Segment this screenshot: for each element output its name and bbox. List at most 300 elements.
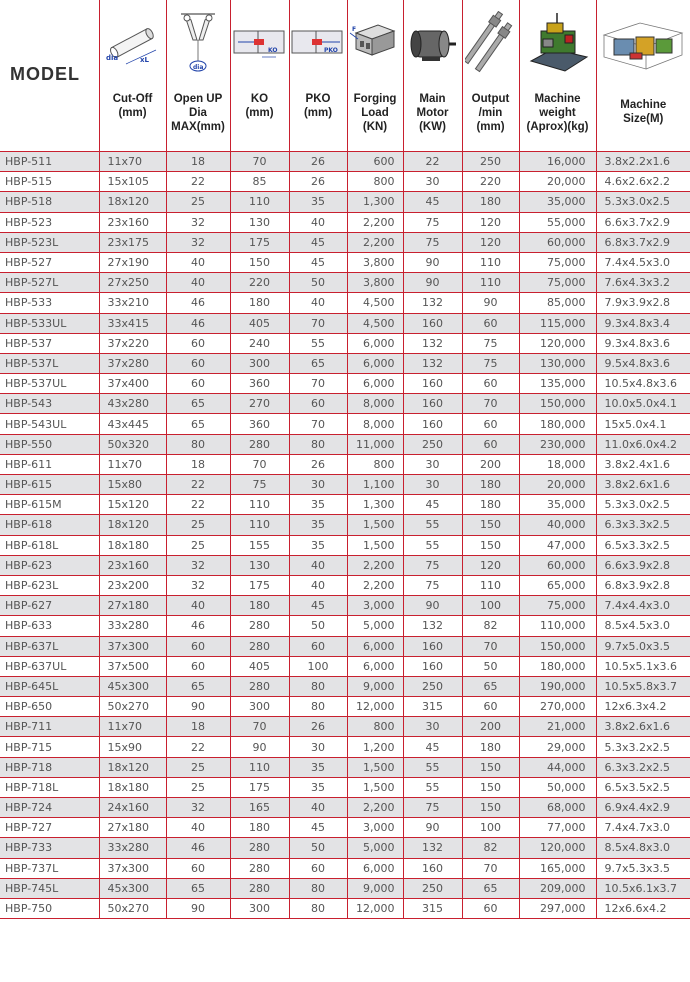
cutoff-cell: 50x270: [99, 898, 166, 918]
weight-cell: 165,000: [519, 858, 596, 878]
ko-cell: 180: [230, 293, 289, 313]
output-cell: 250: [462, 152, 519, 172]
pko-header: [289, 0, 347, 152]
ko-cell: 110: [230, 495, 289, 515]
weight-cell: 65,000: [519, 575, 596, 595]
model-cell: HBP-733: [0, 838, 99, 858]
table-row: [0, 697, 690, 717]
motor-cell: 75: [403, 575, 462, 595]
pko-cell: 45: [289, 818, 347, 838]
motor-cell: 30: [403, 717, 462, 737]
open-dia-cell: 18: [166, 717, 230, 737]
open-dia-cell: 46: [166, 838, 230, 858]
motor-cell: 160: [403, 414, 462, 434]
model-cell: HBP-737L: [0, 858, 99, 878]
pko-cell: 50: [289, 273, 347, 293]
forging-load-cell: 12,000: [347, 697, 403, 717]
pko-cell: 40: [289, 555, 347, 575]
pko-cell: 70: [289, 313, 347, 333]
forging-load-cell: 3,000: [347, 596, 403, 616]
open-dia-cell: 18: [166, 454, 230, 474]
ko-header: [230, 0, 289, 152]
model-cell: HBP-715: [0, 737, 99, 757]
ko-cell: 270: [230, 394, 289, 414]
ko-cell: 150: [230, 252, 289, 272]
table-row: [0, 172, 690, 192]
open-up-label-3: MAX(mm): [171, 121, 225, 133]
open-dia-cell: 46: [166, 616, 230, 636]
model-cell: HBP-727: [0, 818, 99, 838]
ko-cell: 280: [230, 838, 289, 858]
output-cell: 60: [462, 414, 519, 434]
spec-table-body: [0, 152, 690, 919]
forging-load-cell: 6,000: [347, 374, 403, 394]
output-cell: 150: [462, 515, 519, 535]
weight-cell: 75,000: [519, 273, 596, 293]
table-row: [0, 636, 690, 656]
cutoff-cell: 15x80: [99, 475, 166, 495]
model-cell: HBP-615: [0, 475, 99, 495]
table-row: [0, 818, 690, 838]
output-cell: 120: [462, 555, 519, 575]
size-cell: 9.3x4.8x3.6: [596, 333, 690, 353]
output-cell: 200: [462, 717, 519, 737]
open-dia-cell: 65: [166, 394, 230, 414]
size-cell: 12x6.6x4.2: [596, 898, 690, 918]
size-cell: 6.3x3.2x2.5: [596, 757, 690, 777]
forging-label-3: (KN): [362, 121, 388, 133]
weight-cell: 120,000: [519, 333, 596, 353]
output-cell: 82: [462, 838, 519, 858]
size-cell: 6.8x3.7x2.9: [596, 232, 690, 252]
table-row: [0, 575, 690, 595]
motor-cell: 160: [403, 656, 462, 676]
open-dia-cell: 25: [166, 192, 230, 212]
cutoff-cell: 15x90: [99, 737, 166, 757]
size-cell: 7.4x4.7x3.0: [596, 818, 690, 838]
weight-label-1: Machine: [534, 93, 581, 105]
table-row: [0, 676, 690, 696]
open-dia-cell: 60: [166, 636, 230, 656]
forging-load-cell: 1,300: [347, 495, 403, 515]
table-row: [0, 495, 690, 515]
weight-cell: 47,000: [519, 535, 596, 555]
cutoff-cell: 23x160: [99, 212, 166, 232]
model-cell: HBP-523: [0, 212, 99, 232]
size-cell: 3.8x2.2x1.6: [596, 152, 690, 172]
model-cell: HBP-750: [0, 898, 99, 918]
open-dia-cell: 22: [166, 475, 230, 495]
size-cell: 6.9x4.4x2.9: [596, 798, 690, 818]
forging-load-cell: 6,000: [347, 656, 403, 676]
table-row: [0, 777, 690, 797]
weight-cell: 110,000: [519, 616, 596, 636]
machine-weight-header: [519, 0, 596, 152]
size-cell: 10.5x5.8x3.7: [596, 676, 690, 696]
output-cell: 180: [462, 495, 519, 515]
forging-load-cell: 2,200: [347, 232, 403, 252]
ko-cell: 85: [230, 172, 289, 192]
forging-label-2: Load: [361, 107, 389, 119]
cutoff-cell: 27x190: [99, 252, 166, 272]
ko-label-2: (mm): [245, 107, 274, 119]
pko-cell: 50: [289, 616, 347, 636]
weight-cell: 85,000: [519, 293, 596, 313]
pko-icon: [290, 6, 347, 80]
motor-label-3: (KW): [419, 121, 446, 133]
model-cell: HBP-627: [0, 596, 99, 616]
motor-cell: 160: [403, 394, 462, 414]
cutoff-cell: 43x445: [99, 414, 166, 434]
output-cell: 60: [462, 313, 519, 333]
forging-load-cell: 1,500: [347, 777, 403, 797]
cutoff-cell: 11x70: [99, 717, 166, 737]
model-cell: HBP-633: [0, 616, 99, 636]
motor-cell: 90: [403, 252, 462, 272]
output-cell: 82: [462, 616, 519, 636]
model-cell: HBP-650: [0, 697, 99, 717]
table-row: [0, 313, 690, 333]
pko-cell: 80: [289, 898, 347, 918]
size-cell: 9.3x4.8x3.4: [596, 313, 690, 333]
forging-load-cell: 800: [347, 172, 403, 192]
model-cell: HBP-527: [0, 252, 99, 272]
machine-weight-icon: [520, 6, 596, 80]
cutoff-cell: 37x280: [99, 353, 166, 373]
forging-load-cell: 8,000: [347, 394, 403, 414]
table-row: [0, 898, 690, 918]
size-cell: 6.3x3.3x2.5: [596, 515, 690, 535]
weight-cell: 50,000: [519, 777, 596, 797]
cutoff-cell: 15x105: [99, 172, 166, 192]
forging-load-cell: 5,000: [347, 838, 403, 858]
motor-cell: 160: [403, 858, 462, 878]
cutoff-bar-icon: [100, 6, 166, 80]
cutoff-cell: 18x180: [99, 777, 166, 797]
open-dia-cell: 40: [166, 252, 230, 272]
forging-load-header: [347, 0, 403, 152]
cutoff-cell: 23x175: [99, 232, 166, 252]
output-cell: 60: [462, 697, 519, 717]
model-cell: HBP-724: [0, 798, 99, 818]
output-cell: 70: [462, 394, 519, 414]
pko-cell: 26: [289, 454, 347, 474]
motor-cell: 132: [403, 293, 462, 313]
pko-cell: 30: [289, 475, 347, 495]
size-cell: 10.5x5.1x3.6: [596, 656, 690, 676]
forging-load-cell: 3,000: [347, 818, 403, 838]
output-cell: 200: [462, 454, 519, 474]
cutoff-label-2: (mm): [118, 107, 147, 119]
size-cell: 8.5x4.8x3.0: [596, 838, 690, 858]
forging-load-cell: 1,200: [347, 737, 403, 757]
motor-cell: 132: [403, 616, 462, 636]
weight-cell: 40,000: [519, 515, 596, 535]
table-row: [0, 293, 690, 313]
table-row: [0, 212, 690, 232]
weight-cell: 270,000: [519, 697, 596, 717]
ko-cell: 300: [230, 898, 289, 918]
open-dia-cell: 32: [166, 232, 230, 252]
model-cell: HBP-718: [0, 757, 99, 777]
size-cell: 7.4x4.5x3.0: [596, 252, 690, 272]
output-cell: 100: [462, 818, 519, 838]
weight-cell: 209,000: [519, 878, 596, 898]
cutoff-cell: 18x180: [99, 535, 166, 555]
table-row: [0, 515, 690, 535]
table-row: [0, 434, 690, 454]
cutoff-cell: 37x220: [99, 333, 166, 353]
model-cell: HBP-543UL: [0, 414, 99, 434]
motor-cell: 250: [403, 878, 462, 898]
size-cell: 8.5x4.5x3.0: [596, 616, 690, 636]
table-row: [0, 798, 690, 818]
open-dia-cell: 40: [166, 273, 230, 293]
model-cell: HBP-645L: [0, 676, 99, 696]
table-row: [0, 555, 690, 575]
forging-load-cell: 2,200: [347, 798, 403, 818]
size-label-1: Machine: [620, 99, 667, 111]
motor-cell: 45: [403, 737, 462, 757]
open-dia-cell: 60: [166, 858, 230, 878]
forging-load-cell: 1,500: [347, 757, 403, 777]
open-dia-cell: 90: [166, 697, 230, 717]
forging-load-cell: 6,000: [347, 333, 403, 353]
cutoff-cell: 27x180: [99, 818, 166, 838]
motor-cell: 75: [403, 555, 462, 575]
motor-cell: 22: [403, 152, 462, 172]
output-shafts-icon: [463, 6, 519, 80]
model-cell: HBP-511: [0, 152, 99, 172]
forging-load-cell: 9,000: [347, 878, 403, 898]
output-cell: 75: [462, 353, 519, 373]
output-cell: 75: [462, 333, 519, 353]
size-cell: 5.3x3.0x2.5: [596, 192, 690, 212]
ko-cell: 360: [230, 374, 289, 394]
output-cell: 50: [462, 656, 519, 676]
forging-load-cell: 800: [347, 454, 403, 474]
model-cell: HBP-618L: [0, 535, 99, 555]
forging-load-cell: 6,000: [347, 353, 403, 373]
motor-cell: 160: [403, 313, 462, 333]
motor-cell: 55: [403, 757, 462, 777]
cutoff-cell: 43x280: [99, 394, 166, 414]
size-cell: 7.4x4.4x3.0: [596, 596, 690, 616]
open-dia-cell: 90: [166, 898, 230, 918]
table-row: [0, 454, 690, 474]
output-cell: 220: [462, 172, 519, 192]
table-row: [0, 273, 690, 293]
ko-cell: 180: [230, 818, 289, 838]
output-cell: 110: [462, 575, 519, 595]
model-cell: HBP-615M: [0, 495, 99, 515]
cutoff-cell: 50x320: [99, 434, 166, 454]
ko-cell: 175: [230, 777, 289, 797]
forging-load-cell: 5,000: [347, 616, 403, 636]
open-dia-cell: 32: [166, 575, 230, 595]
motor-cell: 45: [403, 192, 462, 212]
pko-cell: 26: [289, 152, 347, 172]
pko-cell: 45: [289, 596, 347, 616]
pko-cell: 35: [289, 495, 347, 515]
output-header: [462, 0, 519, 152]
forging-load-cell: 2,200: [347, 575, 403, 595]
ko-cell: 75: [230, 475, 289, 495]
ko-cell: 110: [230, 757, 289, 777]
table-row: [0, 717, 690, 737]
motor-cell: 160: [403, 636, 462, 656]
size-cell: 12x6.3x4.2: [596, 697, 690, 717]
size-cell: 6.8x3.9x2.8: [596, 575, 690, 595]
output-cell: 100: [462, 596, 519, 616]
motor-cell: 75: [403, 798, 462, 818]
motor-cell: 55: [403, 535, 462, 555]
table-row: [0, 152, 690, 172]
output-cell: 70: [462, 636, 519, 656]
forging-load-cell: 3,800: [347, 252, 403, 272]
table-row: [0, 838, 690, 858]
ko-cell: 300: [230, 353, 289, 373]
forging-load-cell: 2,200: [347, 555, 403, 575]
forging-load-cell: 12,000: [347, 898, 403, 918]
open-dia-cell: 60: [166, 333, 230, 353]
open-dia-cell: 46: [166, 293, 230, 313]
size-cell: 5.3x3.2x2.5: [596, 737, 690, 757]
model-cell: HBP-637L: [0, 636, 99, 656]
output-label-2: /min: [478, 107, 503, 119]
pko-cell: 45: [289, 232, 347, 252]
ko-label-1: KO: [250, 93, 269, 105]
pko-cell: 70: [289, 414, 347, 434]
pko-cell: 35: [289, 777, 347, 797]
pko-cell: 60: [289, 858, 347, 878]
ko-cell: 180: [230, 596, 289, 616]
table-row: [0, 232, 690, 252]
pko-cell: 40: [289, 575, 347, 595]
model-cell: HBP-537UL: [0, 374, 99, 394]
f-text: F: [352, 26, 357, 33]
pko-cell: 40: [289, 293, 347, 313]
ko-cell: 405: [230, 313, 289, 333]
ko-text: KO: [267, 47, 277, 54]
open-dia-cell: 32: [166, 798, 230, 818]
table-row: [0, 394, 690, 414]
size-cell: 9.7x5.3x3.5: [596, 858, 690, 878]
model-cell: HBP-637UL: [0, 656, 99, 676]
model-cell: HBP-745L: [0, 878, 99, 898]
ko-cell: 130: [230, 212, 289, 232]
cutoff-cell: 11x70: [99, 152, 166, 172]
motor-cell: 132: [403, 333, 462, 353]
pko-cell: 55: [289, 333, 347, 353]
cutoff-cell: 27x180: [99, 596, 166, 616]
size-cell: 3.8x2.4x1.6: [596, 454, 690, 474]
table-row: [0, 374, 690, 394]
weight-label-3: (Aprox)(kg): [526, 121, 589, 133]
open-dia-cell: 40: [166, 818, 230, 838]
motor-cell: 90: [403, 596, 462, 616]
motor-cell: 75: [403, 232, 462, 252]
model-header: [0, 0, 99, 152]
size-cell: 10.0x5.0x4.1: [596, 394, 690, 414]
pko-cell: 80: [289, 878, 347, 898]
table-row: [0, 333, 690, 353]
ko-cell: 280: [230, 878, 289, 898]
model-cell: HBP-515: [0, 172, 99, 192]
cutoff-cell: 37x300: [99, 636, 166, 656]
open-dia-cell: 32: [166, 555, 230, 575]
header-row: [0, 0, 690, 152]
size-cell: 5.3x3.0x2.5: [596, 495, 690, 515]
forging-load-cell: 1,100: [347, 475, 403, 495]
table-row: [0, 737, 690, 757]
open-dia-cell: 60: [166, 374, 230, 394]
size-cell: 3.8x2.6x1.6: [596, 475, 690, 495]
pko-cell: 80: [289, 434, 347, 454]
output-cell: 120: [462, 232, 519, 252]
cutoff-cell: 18x120: [99, 515, 166, 535]
model-title: MODEL: [10, 64, 80, 84]
machine-size-icon: [597, 6, 690, 80]
ko-cell: 130: [230, 555, 289, 575]
size-cell: 10.5x4.8x3.6: [596, 374, 690, 394]
weight-cell: 29,000: [519, 737, 596, 757]
weight-cell: 180,000: [519, 414, 596, 434]
open-up-label-1: Open UP: [173, 93, 223, 105]
model-cell: HBP-533UL: [0, 313, 99, 333]
forging-load-cell: 8,000: [347, 414, 403, 434]
size-cell: 11.0x6.0x4.2: [596, 434, 690, 454]
output-cell: 150: [462, 757, 519, 777]
weight-cell: 18,000: [519, 454, 596, 474]
cutoff-cell: 11x70: [99, 454, 166, 474]
forging-load-cell: 4,500: [347, 313, 403, 333]
ko-cell: 280: [230, 616, 289, 636]
ko-cell: 70: [230, 717, 289, 737]
pko-cell: 100: [289, 656, 347, 676]
weight-cell: 75,000: [519, 252, 596, 272]
model-cell: HBP-711: [0, 717, 99, 737]
motor-cell: 90: [403, 273, 462, 293]
cutoff-cell: 45x300: [99, 878, 166, 898]
weight-cell: 20,000: [519, 475, 596, 495]
output-cell: 120: [462, 212, 519, 232]
open-dia-cell: 25: [166, 777, 230, 797]
cutoff-cell: 33x280: [99, 838, 166, 858]
weight-cell: 35,000: [519, 192, 596, 212]
cutoff-cell: 23x200: [99, 575, 166, 595]
cutoff-cell: 37x500: [99, 656, 166, 676]
machine-size-header: [596, 0, 690, 152]
pko-cell: 45: [289, 252, 347, 272]
cutoff-cell: 37x300: [99, 858, 166, 878]
pko-cell: 50: [289, 838, 347, 858]
motor-cell: 55: [403, 777, 462, 797]
size-cell: 9.7x5.0x3.5: [596, 636, 690, 656]
size-cell: 6.5x3.3x2.5: [596, 535, 690, 555]
output-cell: 70: [462, 858, 519, 878]
open-dia-cell: 80: [166, 434, 230, 454]
table-row: [0, 858, 690, 878]
motor-cell: 315: [403, 898, 462, 918]
size-cell: 6.6x3.7x2.9: [596, 212, 690, 232]
model-cell: HBP-523L: [0, 232, 99, 252]
pko-cell: 60: [289, 394, 347, 414]
table-row: [0, 656, 690, 676]
weight-cell: 120,000: [519, 838, 596, 858]
forging-load-cell: 1,300: [347, 192, 403, 212]
open-dia-cell: 60: [166, 656, 230, 676]
